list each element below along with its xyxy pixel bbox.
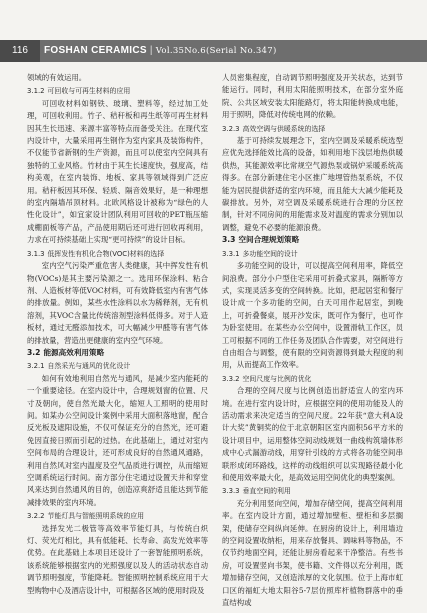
heading-text: 自然采光与通风的优化设计 xyxy=(47,362,131,371)
heading-number: 3.2.3 xyxy=(222,124,240,133)
body-paragraph: 充分利用竖向空间，增加存储空间，提高空间利用率。在室内设计方面，通过增加壁柜、壁柜和多层搁架，使储存空间纵向延伸。在厨房的设计上，利用墙边的空间设置收纳柜，用来存放餐具、调味料等物品，不仅节约地面空间，还能让厨房看起来干净整洁。有些书房，可设置竖向书架，使书籍、文件得以充分利用，既增加储存空间，又创造浓厚的文化氛围。位于上海市虹口区的福虹大地太阳谷5-7层仿照库杆植物群落中的垂直结构或 xyxy=(222,498,403,608)
heading-text: 多功能空间的设计 xyxy=(242,249,298,258)
heading-number: 3.3.1 xyxy=(222,249,240,258)
left-text-column xyxy=(27,72,208,597)
heading-number: 3.3.2 xyxy=(222,374,240,383)
heading-text: 垂直空间的利用 xyxy=(242,487,291,496)
heading-text: 低挥发性有机化合物(VOC)材料的选择 xyxy=(47,249,165,258)
journal-name: FOSHAN CERAMICS xyxy=(44,45,147,56)
heading-number: 3.2.2 xyxy=(27,512,45,521)
body-paragraph: 人员密集程度，自动调节照明强度及开关状态，达到节能运行。同时，利用太阳能照明技术，在部分室外庭院、公共区域安装太阳能路灯，将太阳能转换成电能，用于照明，降低对传统电网的依赖。 xyxy=(222,73,403,120)
section-heading xyxy=(222,234,403,246)
heading-number: 3.2.1 xyxy=(27,362,45,371)
subsection-heading xyxy=(27,248,208,260)
subsection-heading xyxy=(222,485,403,497)
body-paragraph: 领域的有效运用。 xyxy=(27,73,87,82)
heading-text: 空间尺度与比例的优化 xyxy=(242,374,312,383)
subsection-heading xyxy=(27,360,208,372)
subsection-heading xyxy=(27,85,208,97)
subsection-heading xyxy=(222,373,403,385)
heading-text: 可回收与可再生材料的应用 xyxy=(47,87,131,96)
subsection-heading xyxy=(27,510,208,522)
heading-number: 3.1.2 xyxy=(27,87,45,96)
heading-number: 3.1.3 xyxy=(27,249,45,258)
body-paragraph: 室内空气污染严重危害人类健康，其中挥发性有机物(VOCs)是其主要污染源之一。选用环保涂料、粘合剂、人造板材等低VOC材料，可有效降低室内有害气体的排放量。例如，某些水性涂料以水为稀释剂，无有机溶剂，其VOC含量比传统溶剂型涂料低得多。对于人造板材，通过无醛添加技术，可大幅减少甲醛等有害气体的排放量，营造出更健康的室内空气环境。 xyxy=(27,261,208,345)
body-paragraph: 可回收材料如钢铁、玻璃、塑料等，经过加工处理，可回收利用。竹子、秸秆板和再生纸等可再生材料因其生长迅速、来源丰富等特点而备受关注。在现代室内设计中，大量采用再生钢作为室内家具及装饰构件，不仅能节省新钢的生产资源，而且可以使室内空间具有独特的工业风格。竹材由于其生长速度快，强度高，结构美观，在室内装饰、地板、家具等领域得到广泛应用。秸秆板因其环保、轻质、隔音效果好，是一种理想的室内隔墙吊顶材料。北欧风格设计被称为“绿色的人性化设计”，如宜家设计团队利用可回收的PET瓶压缩成棚面板等产品，产品使用期后还可进行回收再利用，力求在可持续基础上实现“更可持续”的设计目标。 xyxy=(27,98,208,245)
body-paragraph: 合理的空间尺度与比例创造出舒适宜人的室内环境。在进行室内设计时，应根据空间的使用功能及人的活动需求来决定适当的空间尺度。22年获“意大利A设计大奖”黄铜奖的位于北京朝阳区室内面积56平方米的设计项目中，运用整体空间动线规划一曲线构筑墙体形成中心式漏游动线，用穿针引线的方式将各功能空间串联形成闭环路线，这样的动线组织可以实现路径最小化和使用效率最大化，是高效运用空间优化的典型案例。 xyxy=(222,386,403,482)
heading-text: 节能灯具与智能照明系统的应用 xyxy=(47,512,145,521)
heading-text: 空间合理规划策略 xyxy=(238,235,300,245)
section-heading xyxy=(27,347,208,359)
body-paragraph: 选择发光二极管等高效率节能灯具，与传统白炽灯、荧光灯相比，具有低能耗、长寿命、高发光效率等优势。在此基础上本项目还设计了一套智能照明系统，该系统能够根据室内的光照强度以及人的活动状态自动调节照明强度，节能降耗。智能照明控制系统应用于大型购物中心及酒店设计中，可根据各区域的使用时段及 xyxy=(27,523,208,595)
subsection-heading xyxy=(222,248,403,260)
heading-number: 3.2 xyxy=(27,347,41,357)
page-header xyxy=(0,0,427,56)
volume-info: Vol.35No.6(Serial No.347) xyxy=(155,46,277,56)
page-number: 116 xyxy=(0,40,40,62)
heading-text: 能源高效利用策略 xyxy=(43,347,105,357)
body-paragraph: 多功能空间的设计，可以提高空间利用率，降低空间浪费。部分小户型住宅采用可折叠式家具，隔断等方式，实现灵活多变的空间转换。比如，把起居室和餐厅设计成一个多功能的空间，白天可用作起居室，到晚上，可折叠餐桌，展开沙发床，既可作为餐厅，也可作为卧室使用。在某些办公空间中，设置滑轨工作区，员工可根据不同的工作任务及团队合作需要，对空间进行自由组合与调整，使有限的空间资源得到最大程度的利用，从而提高工作效率。 xyxy=(222,261,403,370)
body-paragraph: 基于可持续发展理念下，室内空调及采暖系统选型应优先选择能效比高的设备，如利用地下浅层地热供暖供热，其能源效率比常规空气源热泵或锅炉采暖系统高得多。在部分新建住宅小区推广地埋管热泵系统，不仅能为居民提供舒适的室内环境，而且能大大减少能耗及碳排放。另外，对空调及采暖系统进行合理的分区控制，针对不同房间的用能需求及对温度的需求分别加以调整，避免不必要的能源浪费。 xyxy=(222,136,403,232)
heading-text: 高效空调与供暖系统的选择 xyxy=(242,124,326,133)
subsection-heading xyxy=(222,123,403,135)
right-text-column xyxy=(222,72,403,609)
header-separator: | xyxy=(149,45,153,56)
journal-title xyxy=(44,40,277,62)
heading-number: 3.3.3 xyxy=(222,487,240,496)
heading-number: 3.3 xyxy=(222,235,236,245)
body-paragraph: 如何有效地利用自然光与通风，是减少室内能耗的一个重要途径。在室内设计中，合理规划窗的位置、尺寸及朝向，使自然光最大化，缩短人工照明的使用时间。如某办公空间设计案例中采用大面积落地窗，配合反光板及遮阳设施，不仅可保证充分的自然光，还可避免因直接日照而引起的过热。在此基础上，通过对室内空间布局的合理设计，还可形成良好的自然通风通路，利用自然风对室内温度及空气品质进行调控，从而缩短空调系统运行时间。南方部分住宅通过设置天井和穿堂风来达到自然通风的目的，创造凉爽舒适且能达到节能减排效果的室内环境。 xyxy=(27,373,208,507)
